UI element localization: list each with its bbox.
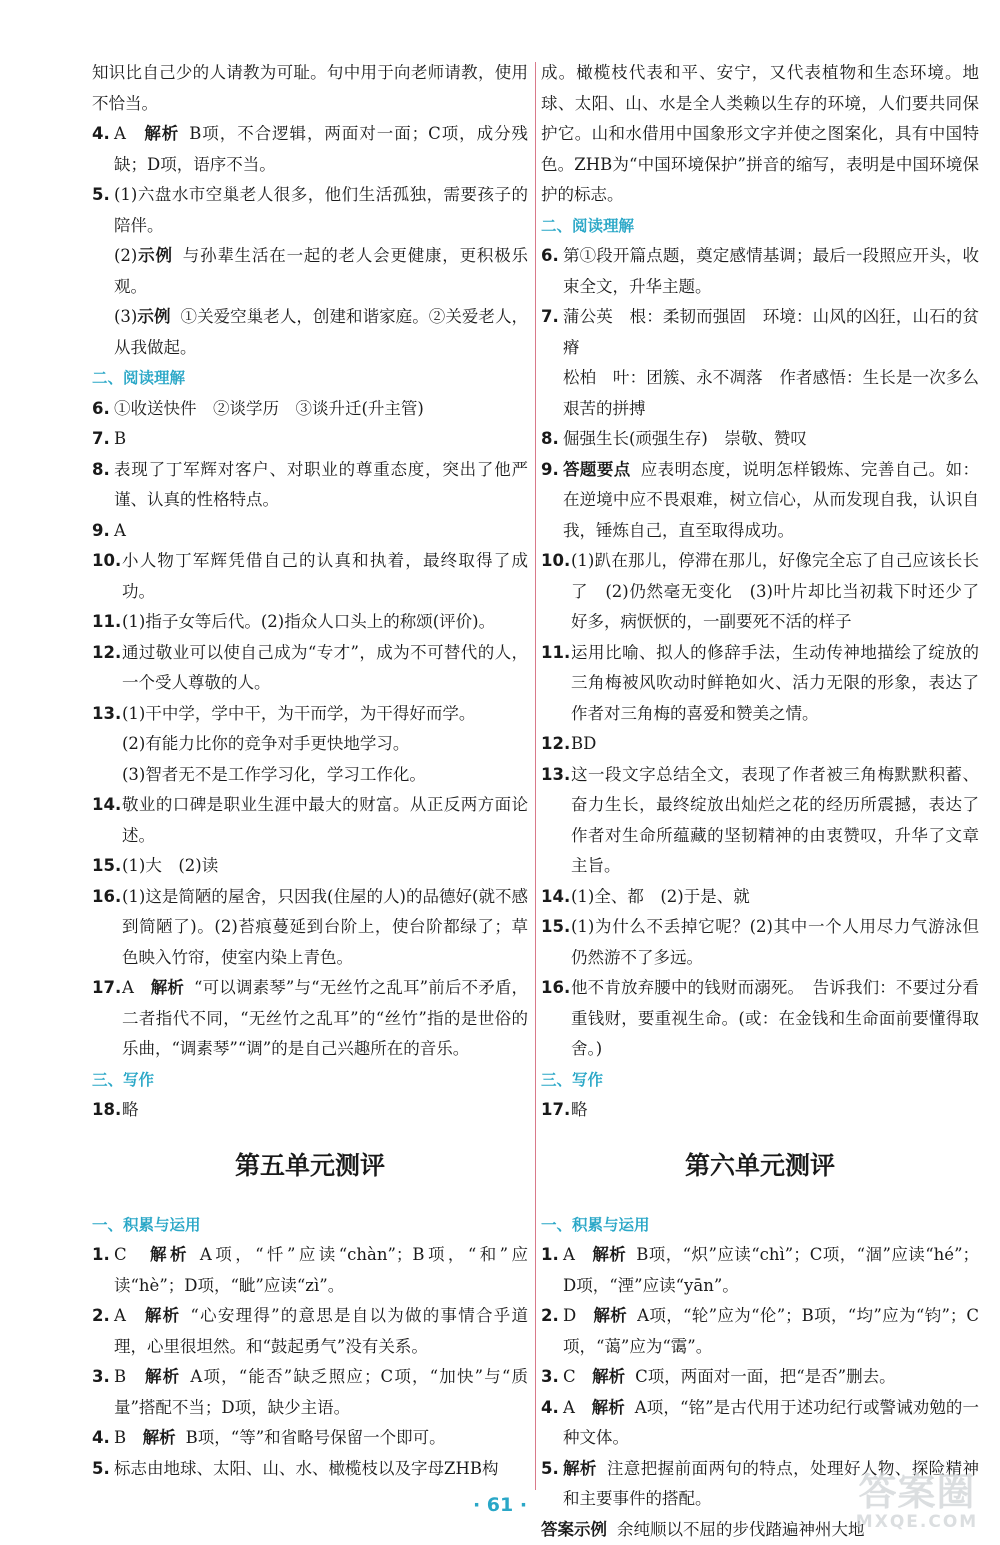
answer-item-11: 11. (1)指子女等后代。(2)指众人口头上的称颂(评价)。 (92, 607, 528, 638)
unit6-answer-item-4: 4. A 解析 A项，“铭”是古代用于述功纪行或警诫劝勉的一种文体。 (541, 1393, 979, 1454)
left-column (92, 58, 528, 1484)
answer-item-8: 8. 倔强生长(顽强生存) 崇敬、赞叹 (541, 424, 979, 455)
answer-item-5-part3: (3)示例 ①关爱空巢老人，创建和谐家庭。②关爱老人，从我做起。 (92, 302, 528, 363)
answer-item-13-part3: (3)智者无不是工作学习化，学习工作化。 (92, 760, 528, 791)
answer-item-15: 15. (1)为什么不丢掉它呢？(2)其中一个人用尽力气游泳但仍然游不了多远。 (541, 912, 979, 973)
answer-item-14: 14. 敬业的口碑是职业生涯中最大的财富。从正反两方面论述。 (92, 790, 528, 851)
answer-item-16: 16. 他不肯放弃腰中的钱财而溺死。 告诉我们：不要过分看重钱财，要重视生命。(或：在金钱和生命面前要懂得取舍。) (541, 973, 979, 1065)
answer-item-7: 7. B (92, 424, 528, 455)
unit5-answer-item-5: 5. 标志由地球、太阳、山、水、橄榄枝以及字母ZHB构 (92, 1454, 528, 1485)
answer-item-8: 8. 表现了丁军辉对客户、对职业的尊重态度，突出了他严谨、认真的性格特点。 (92, 455, 528, 516)
section-heading-writing: 三、写作 (92, 1065, 528, 1096)
answer-item-7-part2: 松柏 叶：团簇、永不凋落 作者感悟：生长是一次多么艰苦的拼搏 (541, 363, 979, 424)
unit6-answer-item-5: 5. 解析 注意把握前面两句的特点，处理好人物、探险精神和主要事件的搭配。 (541, 1454, 979, 1515)
watermark-logo: 答案圈 MXQE.COM (842, 1472, 992, 1534)
answer-item-12: 12. 通过敬业可以使自己成为“专才”，成为不可替代的人，一个受人尊敬的人。 (92, 638, 528, 699)
answer-item-5: 5. (1)六盘水市空巢老人很多，他们生活孤独，需要孩子的陪伴。 (92, 180, 528, 241)
answer-item-9: 9. A (92, 516, 528, 547)
answer-item-5-part2: (2)示例 与孙辈生活在一起的老人会更健康，更积极乐观。 (92, 241, 528, 302)
continued-paragraph: 成。橄榄枝代表和平、安宁，又代表植物和生态环境。地球、太阳、山、水是全人类赖以生存的环境，人们要共同保护它。山和水借用中国象形文字并使之图案化，具有中国特色。ZHB为“中国环境保护”拼音的缩写，表明是中国环境保护的标志。 (541, 58, 979, 211)
answer-item-7: 7. 蒲公英 根：柔韧而强固 环境：山风的凶狂，山石的贫瘠 (541, 302, 979, 363)
section-heading-writing: 三、写作 (541, 1065, 979, 1096)
answer-item-17: 17. 略 (541, 1095, 979, 1126)
answer-item-10: 10. (1)趴在那儿，停滞在那儿，好像完全忘了自己应该长长了 (2)仍然毫无变化 (3)叶片却比当初栽下时还少了好多，病恹恹的，一副要死不活的样子 (541, 546, 979, 638)
unit-five-title: 第五单元测评 (92, 1146, 528, 1186)
column-divider (535, 62, 536, 1490)
section-heading-reading: 二、阅读理解 (541, 211, 979, 242)
answer-item-18: 18. 略 (92, 1095, 528, 1126)
unit5-answer-item-2: 2. A 解析 “心安理得”的意思是自以为做的事情合乎道理，心里很坦然。和“鼓起勇气”没有关系。 (92, 1301, 528, 1362)
unit6-answer-item-2: 2. D 解析 A项，“轮”应为“伦”；B项，“均”应为“钧”；C项，“蔼”应为“霭”。 (541, 1301, 979, 1362)
answer-item-13: 13. 这一段文字总结全文，表现了作者被三角梅默默积蓄、奋力生长，最终绽放出灿烂之花的经历所震撼，表达了作者对生命所蕴藏的坚韧精神的由衷赞叹，升华了文章主旨。 (541, 760, 979, 882)
answer-item-6: 6. 第①段开篇点题，奠定感情基调；最后一段照应开头，收束全文，升华主题。 (541, 241, 979, 302)
unit-six-title: 第六单元测评 (541, 1146, 979, 1186)
unit6-answer-item-3: 3. C 解析 C项，两面对一面，把“是否”删去。 (541, 1362, 979, 1393)
answer-item-13: 13. (1)干中学，学中干，为干而学，为干得好而学。 (92, 699, 528, 730)
section-heading-reading: 二、阅读理解 (92, 363, 528, 394)
answer-item-4: 4. A 解析 B项，不合逻辑，两面对一面；C项，成分残缺；D项，语序不当。 (92, 119, 528, 180)
section-heading-accumulation: 一、积累与运用 (541, 1210, 979, 1241)
section-heading-accumulation: 一、积累与运用 (92, 1210, 528, 1241)
answer-item-13-part2: (2)有能力比你的竞争对手更快地学习。 (92, 729, 528, 760)
answer-item-17: 17. A 解析 “可以调素琴”与“无丝竹之乱耳”前后不矛盾，二者指代不同，“无丝竹之乱耳”的“丝竹”指的是世俗的乐曲，“调素琴”“调”的是自己兴趣所在的音乐。 (92, 973, 528, 1065)
continued-paragraph: 知识比自己少的人请教为可耻。句中用于向老师请教，使用不恰当。 (92, 58, 528, 119)
unit5-answer-item-1: 1. C 解析 A项，“忏”应读“chàn”；B项，“和”应读“hè”；D项，“眦”应读“zì”。 (92, 1240, 528, 1301)
answer-item-9: 9. 答题要点 应表明态度，说明怎样锻炼、完善自己。如：在逆境中应不畏艰难，树立信心，从而发现自我，认识自我，锤炼自己，直至取得成功。 (541, 455, 979, 547)
unit6-answer-item-5-example: 答案示例 余纯顺以不屈的步伐踏遍神州大地 (541, 1515, 979, 1545)
answer-item-12: 12. BD (541, 729, 979, 760)
unit5-answer-item-4: 4. B 解析 B项，“等”和省略号保留一个即可。 (92, 1423, 528, 1454)
answer-item-11: 11. 运用比喻、拟人的修辞手法，生动传神地描绘了绽放的三角梅被风吹动时鲜艳如火、活力无限的形象，表达了作者对三角梅的喜爱和赞美之情。 (541, 638, 979, 730)
page-number: · 61 · (0, 1494, 1000, 1516)
right-column (541, 58, 979, 1545)
answer-item-16: 16. (1)这是简陋的屋舍，只因我(住屋的人)的品德好(就不感到简陋了)。(2)苔痕蔓延到台阶上，使台阶都绿了；草色映入竹帘，使室内染上青色。 (92, 882, 528, 974)
unit6-answer-item-1: 1. A 解析 B项，“炽”应读“chì”；C项，“涸”应读“hé”；D项，“湮”应读“yān”。 (541, 1240, 979, 1301)
answer-item-14: 14. (1)全、都 (2)于是、就 (541, 882, 979, 913)
unit5-answer-item-3: 3. B 解析 A项，“能否”缺乏照应；C项，“加快”与“质量”搭配不当；D项，缺少主语。 (92, 1362, 528, 1423)
answer-item-10: 10. 小人物丁军辉凭借自己的认真和执着，最终取得了成功。 (92, 546, 528, 607)
answer-item-6: 6. ①收送快件 ②谈学历 ③谈升迁(升主管) (92, 394, 528, 425)
answer-item-15: 15. (1)大 (2)读 (92, 851, 528, 882)
